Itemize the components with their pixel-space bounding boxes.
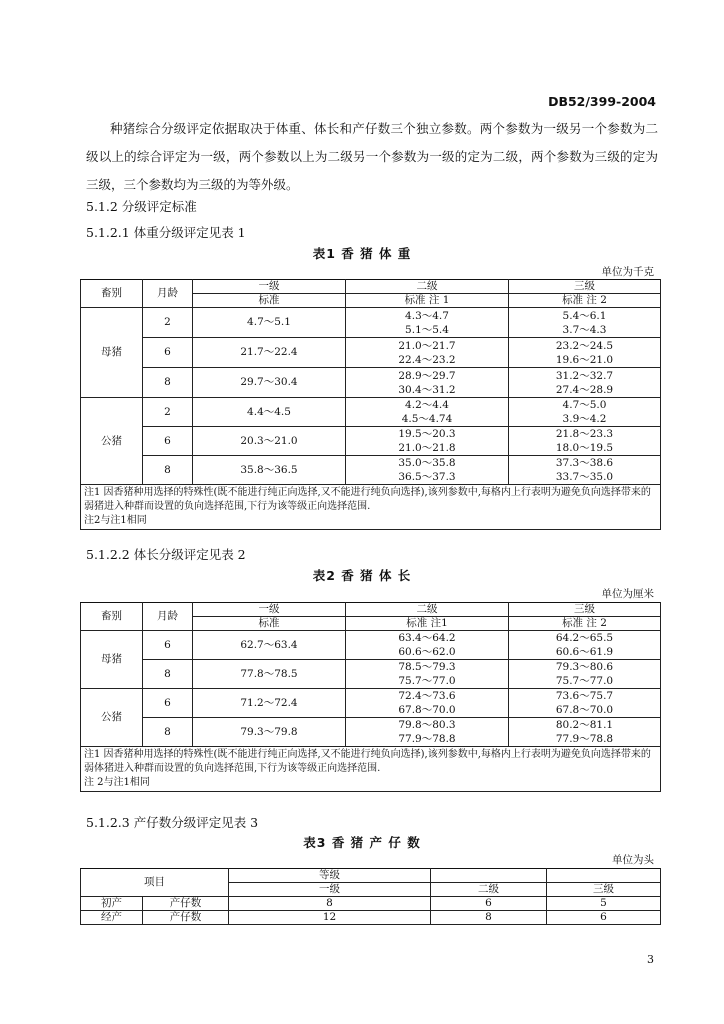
table3-grade1-value: 12 xyxy=(229,911,431,925)
range-lower: 19.6～21.0 xyxy=(555,353,614,366)
range-lower: 36.5～37.3 xyxy=(398,471,456,483)
table2-grade2-cell xyxy=(346,689,509,718)
table1-grade3-cell xyxy=(509,308,661,338)
table1-age: 2 xyxy=(143,398,193,427)
table1-header-standard: 标准 xyxy=(193,294,346,308)
range-lower: 3.9～4.2 xyxy=(562,413,607,425)
table2-header-grade2: 二级 xyxy=(346,603,509,617)
table1-grade3-cell xyxy=(509,427,661,456)
table1-notes xyxy=(81,485,661,530)
table1-grade2-cell xyxy=(346,368,509,398)
table1-note2: 注2与注1相同 xyxy=(84,515,147,526)
range-upper: 72.4～73.6 xyxy=(398,690,456,702)
range-upper: 31.2～32.7 xyxy=(555,369,614,382)
page-number: 3 xyxy=(647,953,654,966)
intro-paragraph xyxy=(86,115,658,199)
table2-grade1-value: 79.3～79.8 xyxy=(193,718,346,747)
table1-header-category: 畜别 xyxy=(81,280,143,308)
table-row xyxy=(81,308,661,338)
table3-header-blank xyxy=(431,869,547,883)
range-upper: 28.9～29.7 xyxy=(398,369,456,382)
range-lower: 77.9～78.8 xyxy=(398,733,456,745)
table3-grade2-value: 8 xyxy=(431,911,547,925)
range-lower: 75.7～77.0 xyxy=(555,675,614,687)
range-lower: 27.4～28.9 xyxy=(555,383,614,396)
table1-grade1-value: 35.8～36.5 xyxy=(193,456,346,485)
table1-grade1-value: 20.3～21.0 xyxy=(193,427,346,456)
table3-row-label: 初产 xyxy=(81,897,143,911)
table1-header-age: 月龄 xyxy=(143,280,193,308)
range-upper: 79.3～80.6 xyxy=(555,661,614,673)
section-heading-5-1-2-3: 5.1.2.3 产仔数分级评定见表 3 xyxy=(86,815,259,830)
range-upper: 73.6～75.7 xyxy=(555,690,614,702)
table1-grade3-cell xyxy=(509,398,661,427)
table3-header-grade2: 二级 xyxy=(431,883,547,897)
range-lower: 3.7～4.3 xyxy=(562,323,607,336)
range-upper: 4.3～4.7 xyxy=(405,309,449,322)
section-heading-5-1-2: 5.1.2 分级评定标准 xyxy=(86,199,197,214)
table1-header-grade1: 一级 xyxy=(193,280,346,294)
range-lower: 67.8～70.0 xyxy=(398,704,456,716)
table1-header-standard-note2: 标准 注 2 xyxy=(509,294,661,308)
table-row xyxy=(81,660,661,689)
table1-grade1-value: 4.7～5.1 xyxy=(193,308,346,338)
range-upper: 79.8～80.3 xyxy=(398,719,456,731)
table2-header-standard: 标准 xyxy=(193,617,346,631)
table2-grade2-cell xyxy=(346,718,509,747)
table3-header-grade1: 一级 xyxy=(229,883,431,897)
table-row xyxy=(81,911,661,925)
table-row xyxy=(81,631,661,660)
table3-row-label: 经产 xyxy=(81,911,143,925)
table2-grade3-cell xyxy=(509,689,661,718)
range-upper: 21.0～21.7 xyxy=(398,339,456,352)
table1-grade2-cell xyxy=(346,398,509,427)
table-row xyxy=(81,427,661,456)
table3-grade3-value: 5 xyxy=(547,897,661,911)
table-row xyxy=(81,456,661,485)
range-upper: 37.3～38.6 xyxy=(555,457,614,469)
table-row xyxy=(81,485,661,530)
table1 xyxy=(80,279,661,530)
table2-grade2-cell xyxy=(346,631,509,660)
range-lower: 67.8～70.0 xyxy=(555,704,614,716)
table3-grade1-value: 8 xyxy=(229,897,431,911)
range-upper: 35.0～35.8 xyxy=(398,457,456,469)
table1-age: 8 xyxy=(143,368,193,398)
range-lower: 30.4～31.2 xyxy=(398,383,456,396)
table1-age: 6 xyxy=(143,338,193,368)
table2-category: 公猪 xyxy=(81,689,143,747)
table2-category: 母猪 xyxy=(81,631,143,689)
table2-note2: 注 2与注1相同 xyxy=(84,777,150,788)
table1-category: 公猪 xyxy=(81,398,143,485)
range-upper: 19.5～20.3 xyxy=(398,428,456,440)
range-upper: 80.2～81.1 xyxy=(555,719,614,731)
table-row xyxy=(81,338,661,368)
range-upper: 4.7～5.0 xyxy=(562,399,607,411)
range-lower: 21.0～21.8 xyxy=(398,442,456,454)
table2-grade3-cell xyxy=(509,718,661,747)
table1-grade3-cell xyxy=(509,456,661,485)
table1-grade2-cell xyxy=(346,456,509,485)
range-lower: 75.7～77.0 xyxy=(398,675,456,687)
range-upper: 4.2～4.4 xyxy=(405,399,449,411)
table3-header-item: 项目 xyxy=(81,869,229,897)
range-lower: 77.9～78.8 xyxy=(555,733,614,745)
table2-notes xyxy=(81,747,661,792)
table2 xyxy=(80,602,661,792)
table1-age: 8 xyxy=(143,456,193,485)
table2-age: 8 xyxy=(143,660,193,689)
table2-grade2-cell xyxy=(346,660,509,689)
section-heading-5-1-2-2: 5.1.2.2 体长分级评定见表 2 xyxy=(86,547,246,562)
range-upper: 78.5～79.3 xyxy=(398,661,456,673)
table3-row-sub: 产仔数 xyxy=(143,897,229,911)
table2-grade1-value: 71.2～72.4 xyxy=(193,689,346,718)
table2-age: 8 xyxy=(143,718,193,747)
table-row xyxy=(81,897,661,911)
table1-unit: 单位为千克 xyxy=(601,266,654,278)
table2-header-standard-note1: 标准 注1 xyxy=(346,617,509,631)
table2-body xyxy=(81,631,661,792)
range-lower: 60.6～62.0 xyxy=(398,646,456,658)
table2-unit: 单位为厘米 xyxy=(601,588,654,600)
table1-body xyxy=(81,308,661,530)
table2-grade3-cell xyxy=(509,631,661,660)
table2-title: 表2 香 猪 体 长 xyxy=(312,568,412,583)
table1-note1: 注1 因香猪种用选择的特殊性(既不能进行纯正向选择,又不能进行纯负向选择),该列参数中,每格内上行表明为避免负向选择带来的弱猪进入种群而设置的负向选择范围,下行为该等级正向选择范围. xyxy=(84,487,651,512)
table1-age: 2 xyxy=(143,308,193,338)
range-upper: 23.2～24.5 xyxy=(555,339,614,352)
document-id: DB52/399-2004 xyxy=(548,94,656,109)
range-lower: 22.4～23.2 xyxy=(398,353,456,366)
table2-note1: 注1 因香猪种用选择的特殊性(既不能进行纯正向选择,又不能进行纯负向选择),该列参数中,每格内上行表明为避免负向选择带来的弱体猪进入种群而设置的负向选择范围,下行为该等级正向选择范围. xyxy=(84,749,651,774)
table1-grade3-cell xyxy=(509,368,661,398)
table2-header-grade3: 三级 xyxy=(509,603,661,617)
table2-grade3-cell xyxy=(509,660,661,689)
intro-text: 种猪综合分级评定依据取决于体重、体长和产仔数三个独立参数。两个参数为一级另一个参数为二级以上的综合评定为一级，两个参数以上为二级另一个参数为一级的定为二级，两个参数为三级的定为三级，三个参数均为三级的为等外级。 xyxy=(86,121,658,192)
table1-category: 母猪 xyxy=(81,308,143,398)
range-lower: 18.0～19.5 xyxy=(555,442,614,454)
table2-header-grade1: 一级 xyxy=(193,603,346,617)
table2-header-standard-note2: 标准 注 2 xyxy=(509,617,661,631)
range-lower: 60.6～61.9 xyxy=(555,646,614,658)
table-row xyxy=(81,747,661,792)
range-upper: 5.4～6.1 xyxy=(562,309,607,322)
table1-header-grade2: 二级 xyxy=(346,280,509,294)
table3-title: 表3 香 猪 产 仔 数 xyxy=(303,835,421,850)
table3-grade2-value: 6 xyxy=(431,897,547,911)
table1-grade1-value: 4.4～4.5 xyxy=(193,398,346,427)
table-row xyxy=(81,368,661,398)
table3-header-grade: 等级 xyxy=(229,869,431,883)
table1-header-grade3: 三级 xyxy=(509,280,661,294)
table1-header-standard-note1: 标准 注 1 xyxy=(346,294,509,308)
table1-grade2-cell xyxy=(346,338,509,368)
table2-header-category: 畜别 xyxy=(81,603,143,631)
table-row xyxy=(81,398,661,427)
table1-grade2-cell xyxy=(346,308,509,338)
table1-grade2-cell xyxy=(346,427,509,456)
table1-age: 6 xyxy=(143,427,193,456)
table-row xyxy=(81,689,661,718)
table3-unit: 单位为头 xyxy=(612,854,654,866)
range-lower: 33.7～35.0 xyxy=(555,471,614,483)
table3-header-blank xyxy=(547,869,661,883)
table2-header-age: 月龄 xyxy=(143,603,193,631)
table1-grade1-value: 29.7～30.4 xyxy=(193,368,346,398)
table2-age: 6 xyxy=(143,631,193,660)
range-lower: 5.1～5.4 xyxy=(405,323,449,336)
table3-header-grade3: 三级 xyxy=(547,883,661,897)
table3 xyxy=(80,868,661,925)
table-row xyxy=(81,718,661,747)
table3-row-sub: 产仔数 xyxy=(143,911,229,925)
table1-grade1-value: 21.7～22.4 xyxy=(193,338,346,368)
range-upper: 64.2～65.5 xyxy=(555,632,614,644)
section-heading-5-1-2-1: 5.1.2.1 体重分级评定见表 1 xyxy=(86,225,246,240)
range-lower: 4.5～4.74 xyxy=(401,413,453,425)
range-upper: 21.8～23.3 xyxy=(555,428,614,440)
table1-grade3-cell xyxy=(509,338,661,368)
table3-grade3-value: 6 xyxy=(547,911,661,925)
table1-title: 表1 香 猪 体 重 xyxy=(312,246,412,261)
table2-grade1-value: 77.8～78.5 xyxy=(193,660,346,689)
table2-grade1-value: 62.7～63.4 xyxy=(193,631,346,660)
table2-age: 6 xyxy=(143,689,193,718)
range-upper: 63.4～64.2 xyxy=(398,632,456,644)
